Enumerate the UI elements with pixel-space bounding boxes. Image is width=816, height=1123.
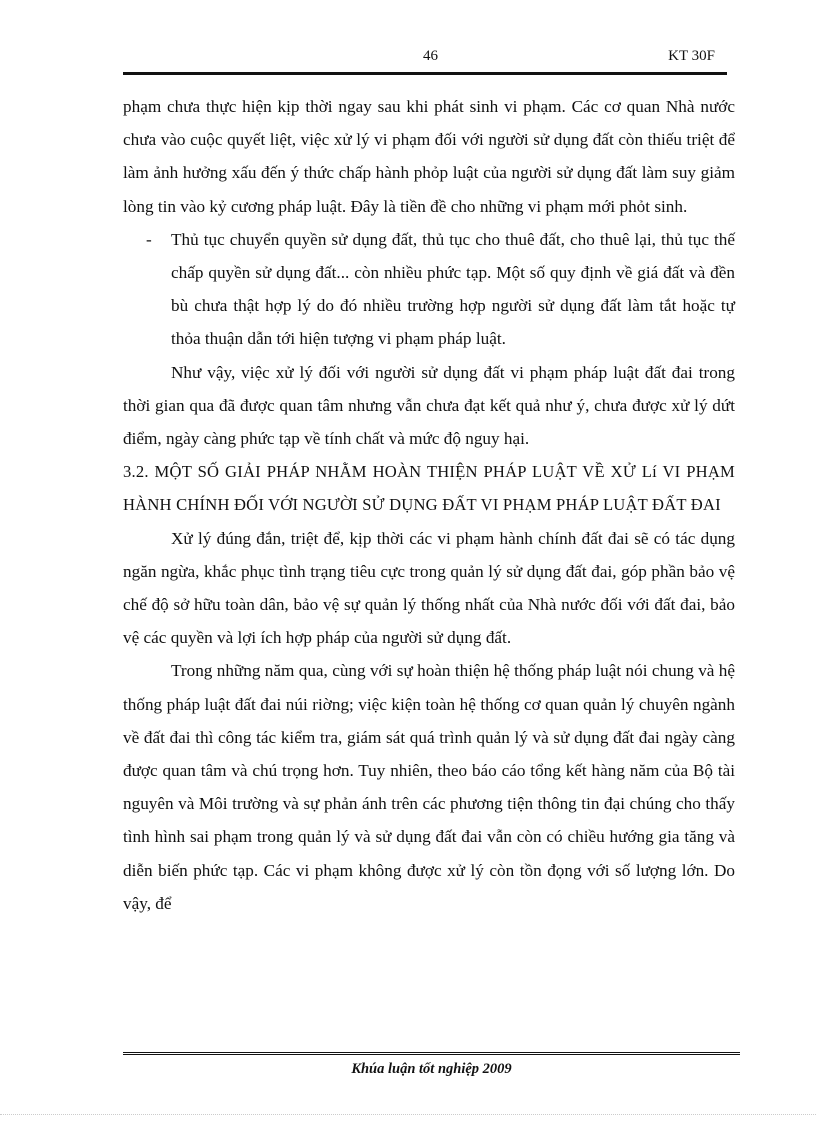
document-code: KT 30F [668,48,715,64]
footer-text: Khúa luận tốt nghiệp 2009 [351,1061,512,1077]
paragraph-summary: Như vậy, việc xử lý đối với người sử dụng đất vi phạm pháp luật đất đai trong thời gian qua đã được quan tâm nhưng vẫn chưa đạt kết quả như ý, chưa được xử lý dứt điểm, ngày càng phức tạp về tính chất và mức độ nguy hại. [123,362,735,449]
bullet-item [123,223,735,356]
page-number: 46 [423,48,438,64]
page-footer [123,1052,740,1078]
section-heading: 3.2. MỘT SỐ GIẢI PHÁP NHẰM HOÀN THIỆN PHÁP LUẬT VỀ XỬ Lí VI PHẠM HÀNH CHÍNH ĐỐI VỚI NGƯỜI SỬ DỤNG ĐẤT VI PHẠM PHÁP LUẬT ĐẤT ĐAI [123,462,735,515]
paragraph-intro: Xử lý đúng đắn, triệt để, kịp thời các vi phạm hành chính đất đai sẽ có tác dụng ngăn ngừa, khắc phục tình trạng tiêu cực trong quản lý sử dụng đất đai, góp phần bảo vệ chế độ sở hữu toàn dân, bảo vệ sự quản lý thống nhất của Nhà nước đối với đất đai, bảo vệ các quyền và lợi ích hợp pháp của người sử dụng đất. [123,528,735,648]
paragraph-continuation: phạm chưa thực hiện kịp thời ngay sau khi phát sinh vi phạm. Các cơ quan Nhà nước chưa vào cuộc quyết liệt, việc xử lý vi phạm đối với người sử dụng đất còn thiếu triệt để làm ảnh hưởng xấu đến ý thức chấp hành phỏp luật của người sử dụng đất làm suy giảm lòng tin vào kỷ cương pháp luật. Đây là tiền đề cho những vi phạm mới phỏt sinh. [123,97,735,216]
bullet-text-content: Thủ tục chuyển quyền sử dụng đất, thủ tục cho thuê đất, cho thuê lại, thủ tục thế chấp quyền sử dụng đất... còn nhiều phức tạp. Một số quy định về giá đất và đền bù chưa thật hợp lý do đó nhiều trường hợp người sử dụng đất làm tắt hoặc tự thỏa thuận dẫn tới hiện tượng vi phạm pháp luật. [171,229,735,349]
page-bottom-divider [0,1114,816,1116]
page-header [123,44,727,75]
bullet-mark: - [146,229,152,249]
paragraph-context: Trong những năm qua, cùng với sự hoàn thiện hệ thống pháp luật nói chung và hệ thống pháp luật đất đai núi riờng; việc kiện toàn hệ thống cơ quan quản lý chuyên ngành về đất đai thì công tác kiểm tra, giám sát quá trình quản lý và sử dụng đất đai ngày càng được quan tâm và chú trọng hơn. Tuy nhiên, theo báo cáo tổng kết hàng năm của Bộ tài nguyên và Môi trường và sự phản ánh trên các phương tiện thông tin đại chúng cho thấy tình hình sai phạm trong quản lý và sử dụng đất đai vẫn còn có chiều hướng gia tăng và diễn biến phức tạp. Các vi phạm không được xử lý còn tồn đọng với số lượng lớn. Do vậy, để [123,661,735,913]
bullet-text [171,223,735,356]
page-body [123,90,735,920]
